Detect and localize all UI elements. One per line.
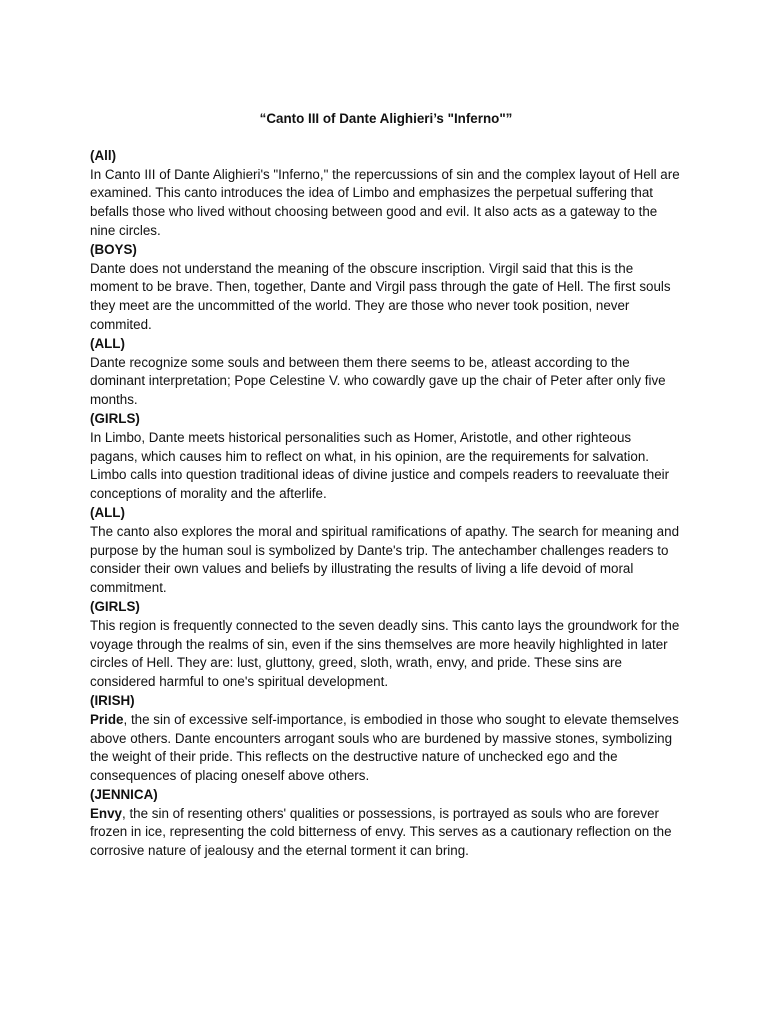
speaker-label: (BOYS)	[90, 241, 137, 257]
section-paragraph	[90, 805, 682, 861]
paragraph-text: Dante does not understand the meaning of the obscure inscription. Virgil said that this is the moment to be brave. Then, together, Dante and Virgil pass through the gate of Hell. The first souls they meet are the uncommitted of the world. They are those who never took position, never commited.	[90, 260, 671, 332]
section-3	[90, 335, 682, 410]
paragraph-text: The canto also explores the moral and spiritual ramifications of apathy. The search for meaning and purpose by the human soul is symbolized by Dante's trip. The antechamber challenges readers to consider their own values and beliefs by illustrating the results of living a life devoid of moral commitment.	[90, 523, 680, 596]
document-body	[90, 110, 682, 861]
section-paragraph	[90, 166, 682, 241]
speaker-label: (JENNICA)	[90, 786, 158, 802]
speaker-label: (GIRLS)	[90, 598, 140, 614]
section-8	[90, 786, 682, 861]
section-2	[90, 241, 682, 335]
section-paragraph	[90, 429, 682, 504]
paragraph-text: , the sin of resenting others' qualities or possessions, is portrayed as souls who are forever frozen in ice, representing the cold bitterness of envy. This serves as a cautionary reflection on the corrosive nature of jealousy and the eternal torment it can bring.	[90, 805, 672, 859]
paragraph-text: This region is frequently connected to the seven deadly sins. This canto lays the groundwork for the voyage through the realms of sin, even if the sins themselves are more heavily highlighted in later circles of Hell. They are: lust, gluttony, greed, sloth, wrath, envy, and pride. These sins are considered harmful to one's spiritual development.	[90, 617, 680, 690]
speaker-label: (ALL)	[90, 335, 125, 351]
lead-word: Envy	[90, 805, 123, 821]
speaker-label: (IRISH)	[90, 692, 135, 708]
paragraph-text: Dante recognize some souls and between them there seems to be, atleast according to the dominant interpretation; Pope Celestine V. who cowardly gave up the chair of Peter after only five months.	[90, 354, 666, 408]
paragraph-text: In Limbo, Dante meets historical personalities such as Homer, Aristotle, and other righteous pagans, which causes him to reflect on what, in his opinion, are the requirements for salvation. Limbo calls into question traditional ideas of divine justice and compels readers to reevaluate their conceptions of morality and the afterlife.	[90, 429, 670, 502]
section-paragraph	[90, 711, 682, 786]
section-paragraph	[90, 260, 682, 335]
section-paragraph	[90, 617, 682, 692]
speaker-label: (All)	[90, 147, 117, 163]
speaker-label: (ALL)	[90, 504, 125, 520]
section-7	[90, 692, 682, 786]
section-4	[90, 410, 682, 504]
document-title: “Canto III of Dante Alighieri’s "Inferno"”	[259, 111, 513, 126]
lead-word: Pride	[90, 711, 124, 727]
paragraph-text: , the sin of excessive self-importance, is embodied in those who sought to elevate themselves above others. Dante encounters arrogant souls who are burdened by massive stones, symbolizing the weight of their pride. This reflects on the destructive nature of unchecked ego and the consequences of placing oneself above others.	[90, 711, 679, 784]
section-1	[90, 147, 682, 241]
speaker-label: (GIRLS)	[90, 410, 140, 426]
section-paragraph	[90, 523, 682, 598]
section-5	[90, 504, 682, 598]
paragraph-text: In Canto III of Dante Alighieri's "Inferno," the repercussions of sin and the complex layout of Hell are examined. This canto introduces the idea of Limbo and emphasizes the perpetual suffering that befalls those who lived without choosing between good and evil. It also acts as a gateway to the nine circles.	[90, 166, 680, 238]
section-6	[90, 598, 682, 692]
section-paragraph	[90, 354, 682, 410]
